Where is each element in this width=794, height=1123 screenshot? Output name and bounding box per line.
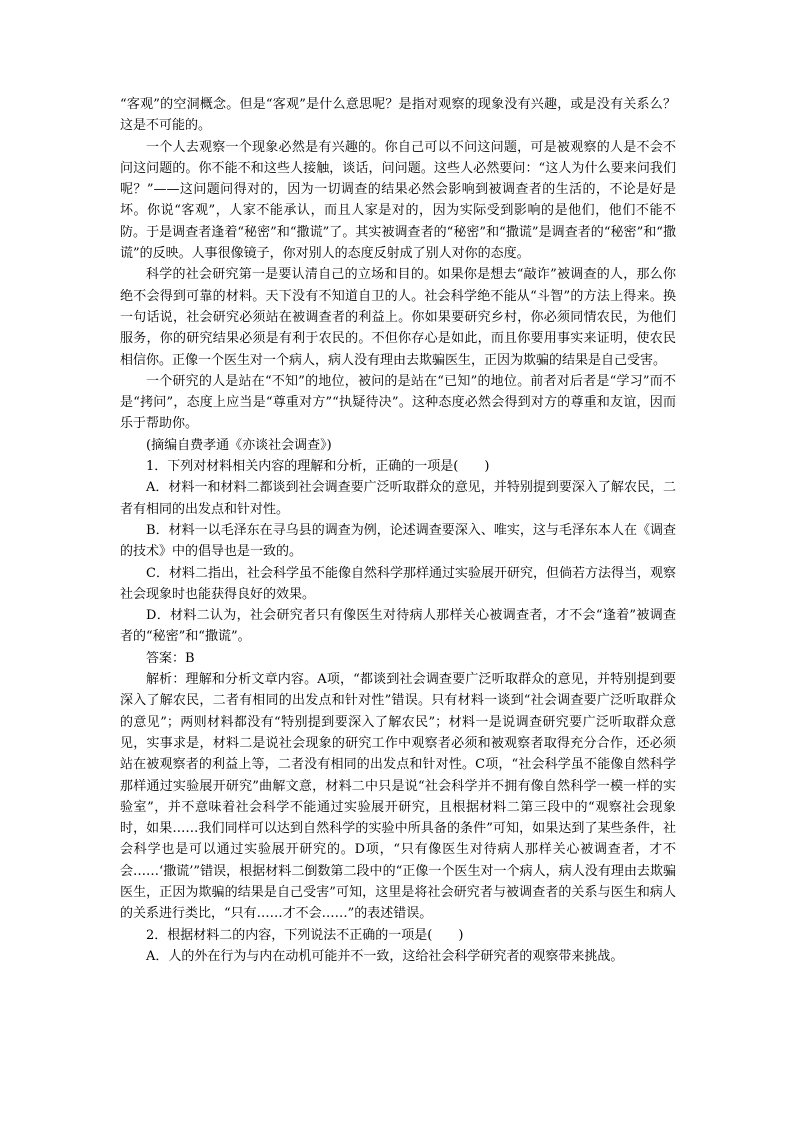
material-paragraph-2: 一个人去观察一个现象必然是有兴趣的。你自己可以不问这问题，可是被观察的人是不会不问这问题的。你不能不和这些人接触，谈话，问问题。这些人必然要问：“这人为什么要来问我们呢？”——这问题问得对的，因为一切调查的结果必然会影响到被调查者的生活的，不论是好是坏。你说“客观”，人家不能承认，而且人家是对的，因为实际受到影响的是他们，他们不能不防。于是调查者逢着“秘密”和“撒谎”了。其实被调查者的“秘密”和“撒谎”是调查者的“秘密”和“撒谎”的反映。人事很像镜子，你对别人的态度反射成了别人对你的态度。 <box>120 139 676 262</box>
document-page <box>120 94 676 967</box>
question-2-option-a: A．人的外在行为与内在动机可能并不一致，这给社会科学研究者的观察带来挑战。 <box>146 948 624 964</box>
question-1-option-a: A．材料一和材料二都谈到社会调查要广泛听取群众的意见，并特别提到要深入了解农民，二者有相同的出发点和针对性。 <box>120 480 676 517</box>
question-2-stem: 2．根据材料二的内容，下列说法不正确的一项是( ) <box>146 927 464 943</box>
question-1-answer: 答案：B <box>146 650 195 666</box>
question-1-option-d: D．材料二认为，社会研究者只有像医生对待病人那样关心被调查者，才不会“逢着”被调查者的“秘密”和“撒谎”。 <box>120 608 676 645</box>
material-source: (摘编自费孝通《亦谈社会调查》) <box>146 437 332 453</box>
question-1-option-b: B．材料一以毛泽东在寻乌县的调查为例，论述调查要深入、唯实，这与毛泽东本人在《调查的技术》中的倡导也是一致的。 <box>120 522 676 560</box>
question-1-analysis: 解析：理解和分析文章内容。A项，“都谈到社会调查要广泛听取群众的意见，并特别提到要深入了解农民，二者有相同的出发点和针对性”错误。只有材料一谈到“社会调查要广泛听取群众的意见”；两则材料都没有“特别提到要深入了解农民”；材料一是说调查研究要广泛听取群众意见，实事求是，材料二是说社会现象的研究工作中观察者必须和被观察者取得充分合作，还必须站在被观察者的利益上等，二者没有相同的出发点和针对性。C项，“社会科学虽不能像自然科学那样通过实验展开研究”曲解文意，材料二中只是说“社会科学并不拥有像自然科学一模一样的实验室”，并不意味着社会科学不能通过实验展开研究，且根据材料二第三段中的“观察社会现象时，如果……我们同样可以达到自然科学的实验中所具备的条件”可知，如果达到了某些条件，社会科学也是可以通过实验展开研究的。D项，“只有像医生对待病人那样关心被调查者，才不会……‘撒谎’”错误，根据材料二倒数第二段中的“正像一个医生对一个病人，病人没有理由去欺骗医生，正因为欺骗的结果是自己受害”可知，这里是将社会研究者与被调查者的关系与医生和病人的关系进行类比，“只有……才不会……”的表述错误。 <box>120 672 676 922</box>
material-paragraph-3: 科学的社会研究第一是要认清自己的立场和目的。如果你是想去“敲诈”被调查的人，那么你绝不会得到可靠的材料。天下没有不知道自卫的人。社会科学绝不能从“斗智”的方法上得来。换一句话说，社会研究必须站在被调查者的利益上。你如果要研究乡村，你必须同情农民，为他们服务，你的研究结果必须是有利于农民的。不但你存心是如此，而且你要用事实来证明，使农民相信你。正像一个医生对一个病人，病人没有理由去欺骗医生，正因为欺骗的结果是自己受害。 <box>120 267 676 368</box>
question-1-option-c: C．材料二指出，社会科学虽不能像自然科学那样通过实验展开研究，但倘若方法得当，观察社会现象时也能获得良好的效果。 <box>120 565 676 602</box>
material-paragraph-1: “客观”的空洞概念。但是“客观”是什么意思呢？是指对观察的现象没有兴趣，或是没有关系么？这是不可能的。 <box>120 97 676 134</box>
material-paragraph-4: 一个研究的人是站在“不知”的地位，被问的是站在“已知”的地位。前者对后者是“学习”而不是“拷问”，态度上应当是“尊重对方”“执疑待决”。这种态度必然会得到对方的尊重和友谊，因而乐于帮助你。 <box>120 373 676 432</box>
question-1-stem: 1．下列对材料相关内容的理解和分析，正确的一项是( ) <box>146 459 490 475</box>
